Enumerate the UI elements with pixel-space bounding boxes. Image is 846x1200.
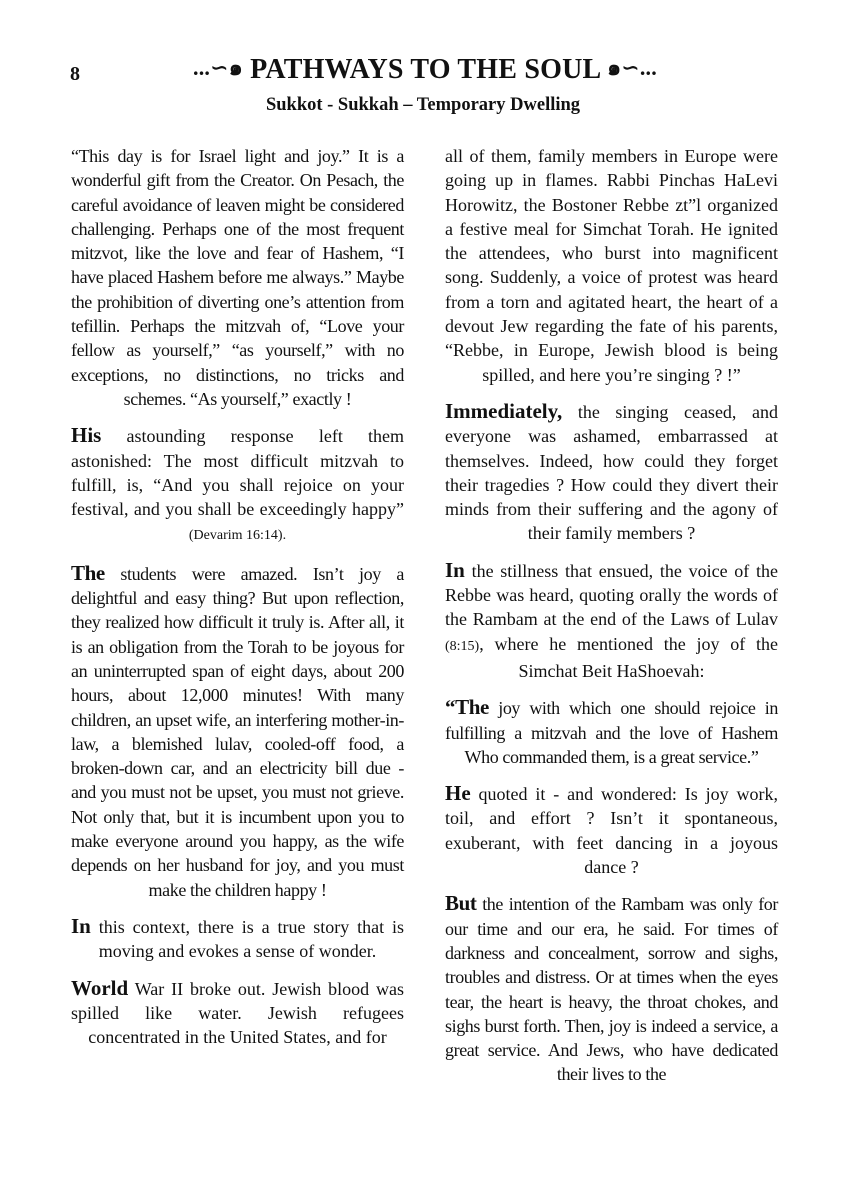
header-ornament-left-icon: ...∽๑ [193, 55, 243, 80]
header-title: PATHWAYS TO THE SOUL [250, 54, 600, 85]
right-column [445, 144, 778, 1099]
paragraph-text: War II broke out. Jewish blood was spilled like water. Jewish refugees concentrated in the United States, and for [71, 978, 404, 1048]
paragraph [71, 561, 404, 902]
paragraph [445, 399, 778, 546]
paragraph: all of them, family members in Europe were going up in flames. Rabbi Pinchas HaLevi Horowitz, the Bostoner Rebbe zt”l organized a festive meal for Simchat Torah. He ignited the attendees, who burst into magnificent song. Suddenly, a voice of protest was heard from a torn and agitated heart, the heart of a devout Jew regarding the fate of his parents, “Rebbe, in Europe, Jewish blood is being spilled, and here you’re singing ? !” [445, 146, 778, 385]
page-number: 8 [70, 63, 80, 85]
scripture-reference: (Devarim 16:14). [188, 528, 287, 544]
paragraph-text: the intention of the Rambam was only for our time and our era, he said. For times of darkness and concealment, sorrow and sighs, troubles and distress. Or at times when the eyes tear, the heart is heavy, the throat chokes, and sighs burst forth. Then, joy is indeed a service, a great service. And Jews, who have dedicated their lives to the [445, 894, 778, 1085]
paragraph-text: astounding response left them astonished: The most difficult mitzvah to fulfill, is, “And you shall rejoice on your festival, and you shall be exceedingly happy” [71, 426, 404, 520]
paragraph-lead: But [445, 891, 477, 916]
paragraph-text: the singing ceased, and everyone was ashamed, embarrassed at themselves. Indeed, how could they forget their tragedies ? How could they divert their minds from their suffering and the agony of their family members ? [445, 401, 778, 544]
paragraph-text: quoted it - and wondered: Is joy work, toil, and effort ? Isn’t it spontaneous, exuberant, with feet dancing in a joyous dance ? [445, 784, 778, 878]
paragraph-lead: In [71, 913, 91, 938]
paragraph-text: , where he mentioned the joy of the Simchat Beit HaShoevah: [479, 633, 778, 681]
running-header [130, 50, 720, 86]
paragraph [445, 781, 778, 879]
left-column [71, 144, 404, 1061]
paragraph [71, 976, 404, 1050]
quote-paragraph [445, 695, 778, 769]
paragraph-lead: His [71, 423, 102, 448]
paragraph-lead: The [71, 560, 105, 585]
paragraph-text: the stillness that ensued, the voice of the Rebbe was heard, quoting orally the words of the Rambam at the end of the Laws of Lulav [445, 560, 778, 630]
paragraph-lead: World [71, 975, 129, 1000]
paragraph [445, 891, 778, 1086]
paragraph-lead: In [445, 557, 465, 582]
paragraph [445, 558, 778, 683]
header-ornament-right-icon: ๑∽... [607, 55, 657, 80]
paragraph: “This day is for Israel light and joy.” It is a wonderful gift from the Creator. On Pesach, the careful avoidance of leaven might be considered challenging. Perhaps one of the most frequent mitzvot, like the love and fear of Hashem, “I have placed Hashem before me always.” Maybe the prohibition of diverting one’s attention from tefillin. Perhaps the mitzvah of, “Love your fellow as yourself,” “as yourself,” with no exceptions, no distinctions, no tricks and schemes. “As yourself,” exactly ! [71, 146, 404, 409]
paragraph [71, 914, 404, 964]
paragraph [71, 423, 404, 548]
paragraph-text: joy with which one should rejoice in fulfilling a mitzvah and the love of Hashem Who commanded them, is a great service.” [445, 698, 778, 767]
scripture-reference: (8:15) [445, 638, 480, 654]
paragraph-text: this context, there is a true story that is moving and evokes a sense of wonder. [90, 916, 404, 962]
paragraph-text: students were amazed. Isn’t joy a delightful and easy thing? But upon reflection, they realized how difficult it truly is. After all, it is an obligation from the Torah to be joyous for an uninterrupted span of eight days, about 200 hours, about 12,000 minutes! With many children, an upset wife, an interfering mother-in-law, a blemished lulav, cooled-off food, a broken-down car, and an electricity bill due - and you must not be upset, you must not grieve. Not only that, but it is incumbent upon you to make everyone around you happy, as the wife depends on her husband for joy, and you must make the children happy ! [71, 563, 404, 900]
chapter-subtitle: Sukkot - Sukkah – Temporary Dwelling [265, 95, 581, 115]
paragraph-lead: “The [445, 695, 489, 720]
paragraph-lead: He [445, 781, 471, 806]
paragraph-lead: Immediately, [445, 398, 563, 423]
